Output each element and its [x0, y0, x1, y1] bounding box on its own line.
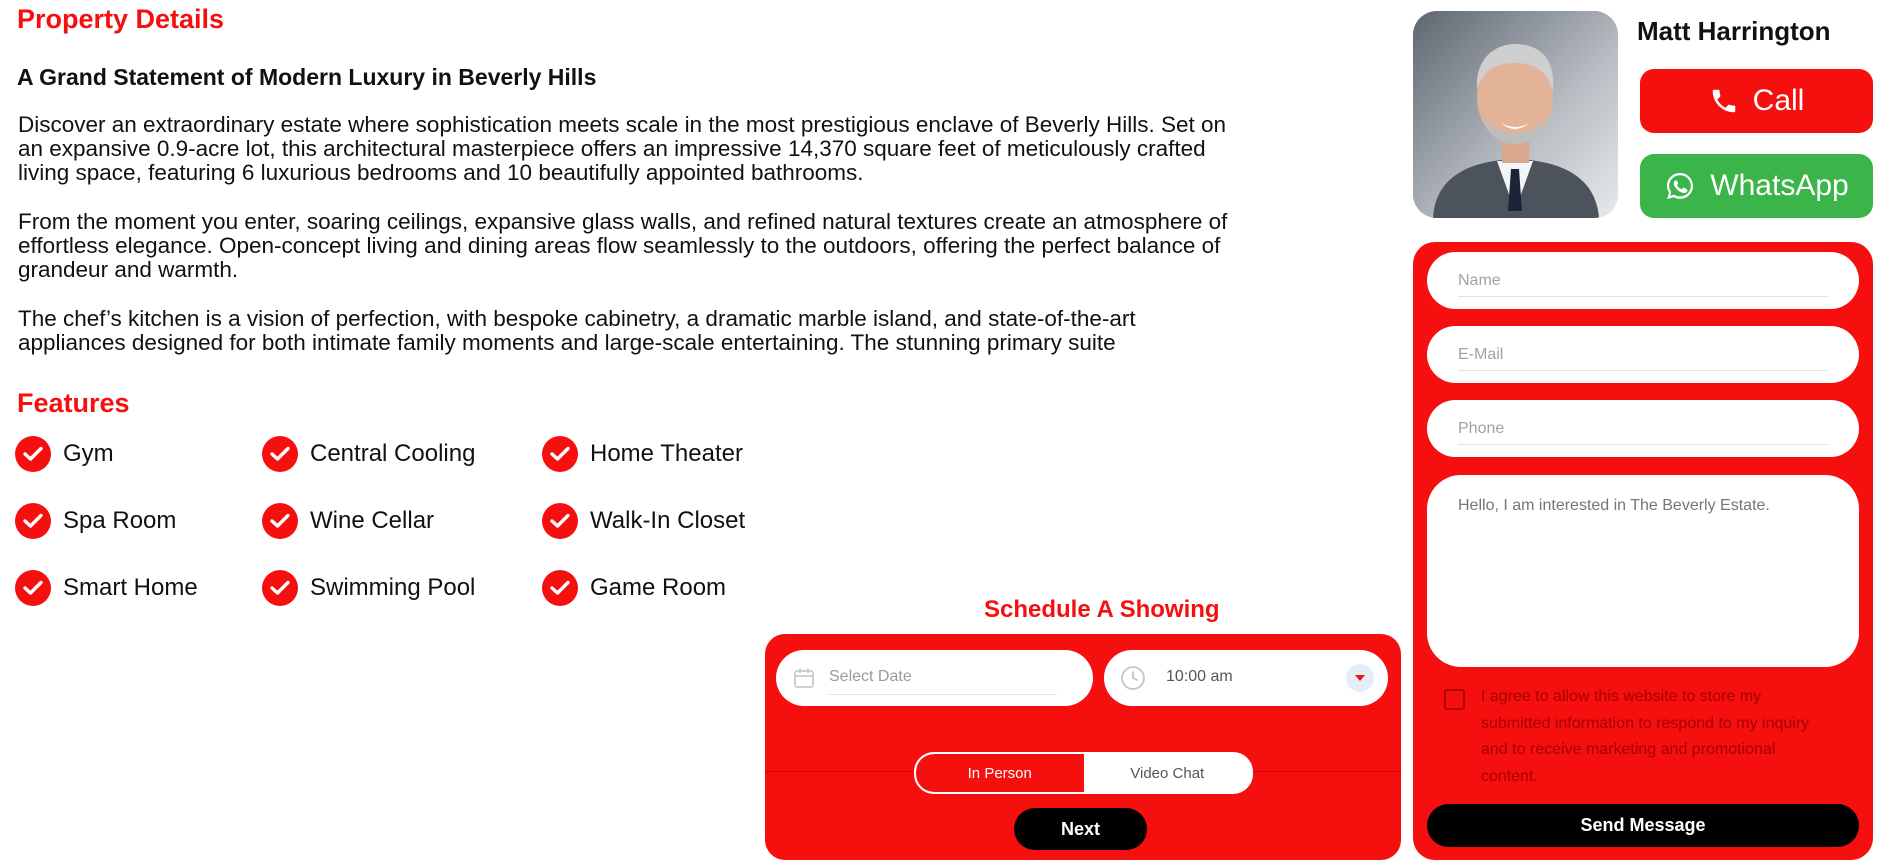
features-title: Features: [17, 388, 130, 418]
feature-item: [262, 503, 434, 539]
check-circle-icon: [15, 436, 51, 472]
description-paragraph: The chef’s kitchen is a vision of perfection, with bespoke cabinetry, a dramatic marble island, and state-of-the-art appliances designed for both intimate family moments and large-scale entertaining. The stunning primary suite: [18, 306, 1136, 355]
feature-label: Spa Room: [63, 507, 177, 534]
whatsapp-icon: [1664, 170, 1696, 202]
call-button[interactable]: [1640, 69, 1873, 133]
feature-label: Gym: [63, 440, 114, 467]
feature-item: [542, 570, 726, 606]
email-field[interactable]: [1427, 326, 1859, 383]
email-placeholder: E-Mail: [1458, 346, 1504, 363]
schedule-title: Schedule A Showing: [984, 596, 1220, 623]
date-picker-field[interactable]: [776, 650, 1093, 706]
field-underline: [1458, 296, 1829, 297]
feature-item: [262, 436, 475, 472]
feature-label: Swimming Pool: [310, 574, 476, 601]
feature-label: Wine Cellar: [310, 507, 435, 534]
date-placeholder: Select Date: [829, 668, 912, 685]
feature-item: [542, 503, 745, 539]
feature-label: Smart Home: [63, 574, 198, 601]
time-select[interactable]: [1104, 650, 1388, 706]
time-value: 10:00 am: [1166, 668, 1233, 685]
message-value: Hello, I am interested in The Beverly Estate.: [1458, 497, 1770, 514]
field-underline: [829, 694, 1057, 695]
agent-name: Matt Harrington: [1637, 16, 1831, 46]
check-circle-icon: [262, 503, 298, 539]
consent-text: I agree to allow this website to store my submitted information to respond to my inquiry and to receive marketing and promotional content.: [1481, 688, 1810, 785]
check-circle-icon: [542, 436, 578, 472]
send-message-button[interactable]: Send Message: [1427, 804, 1859, 847]
consent-checkbox[interactable]: [1444, 689, 1465, 710]
check-circle-icon: [15, 503, 51, 539]
feature-item: [542, 436, 743, 472]
calendar-icon: [793, 667, 815, 689]
check-circle-icon: [262, 570, 298, 606]
feature-label: Walk-In Closet: [590, 507, 746, 534]
property-subheading: A Grand Statement of Modern Luxury in Beverly Hills: [17, 64, 597, 90]
phone-icon: [1709, 86, 1739, 116]
feature-label: Central Cooling: [310, 440, 476, 467]
option-video-chat[interactable]: Video Chat: [1084, 754, 1252, 792]
agent-photo: [1413, 11, 1618, 218]
check-circle-icon: [542, 570, 578, 606]
description-paragraph: Discover an extraordinary estate where sophistication meets scale in the most prestigious enclave of Beverly Hills. Set on an expansive 0.9-acre lot, this architectural masterpiece offers an impressive 14,370 square feet of meticulously crafted living space, featuring 6 luxurious bedrooms and 10 beautifully appointed bathrooms.: [18, 112, 1227, 185]
clock-icon: [1120, 665, 1146, 691]
feature-label: Home Theater: [590, 440, 743, 467]
feature-item: [262, 570, 475, 606]
description-paragraph: From the moment you enter, soaring ceilings, expansive glass walls, and refined natural textures create an atmosphere of effortless elegance. Open-concept living and dining areas flow seamlessly to the outdoors, offering the perfect balance of grandeur and warmth.: [18, 209, 1228, 282]
feature-item: [15, 570, 198, 606]
phone-field[interactable]: [1427, 400, 1859, 457]
name-placeholder: Name: [1458, 272, 1501, 289]
check-circle-icon: [262, 436, 298, 472]
schedule-form: [765, 634, 1401, 860]
check-circle-icon: [15, 570, 51, 606]
chevron-down-icon[interactable]: [1346, 664, 1374, 692]
message-textarea[interactable]: [1427, 475, 1859, 667]
field-underline: [1458, 444, 1829, 445]
feature-label: Game Room: [590, 574, 727, 601]
whatsapp-label: WhatsApp: [1710, 169, 1849, 202]
option-in-person[interactable]: In Person: [916, 754, 1084, 792]
phone-placeholder: Phone: [1458, 420, 1505, 437]
field-underline: [1458, 370, 1829, 371]
name-field[interactable]: [1427, 252, 1859, 309]
property-details-title: Property Details: [17, 4, 225, 34]
showing-type-toggle: [914, 752, 1253, 794]
contact-form: [1413, 242, 1873, 860]
whatsapp-button[interactable]: [1640, 154, 1873, 218]
call-label: Call: [1752, 84, 1805, 117]
feature-item: [15, 503, 176, 539]
check-circle-icon: [542, 503, 578, 539]
next-button[interactable]: Next: [1014, 808, 1147, 850]
feature-item: [15, 436, 114, 472]
